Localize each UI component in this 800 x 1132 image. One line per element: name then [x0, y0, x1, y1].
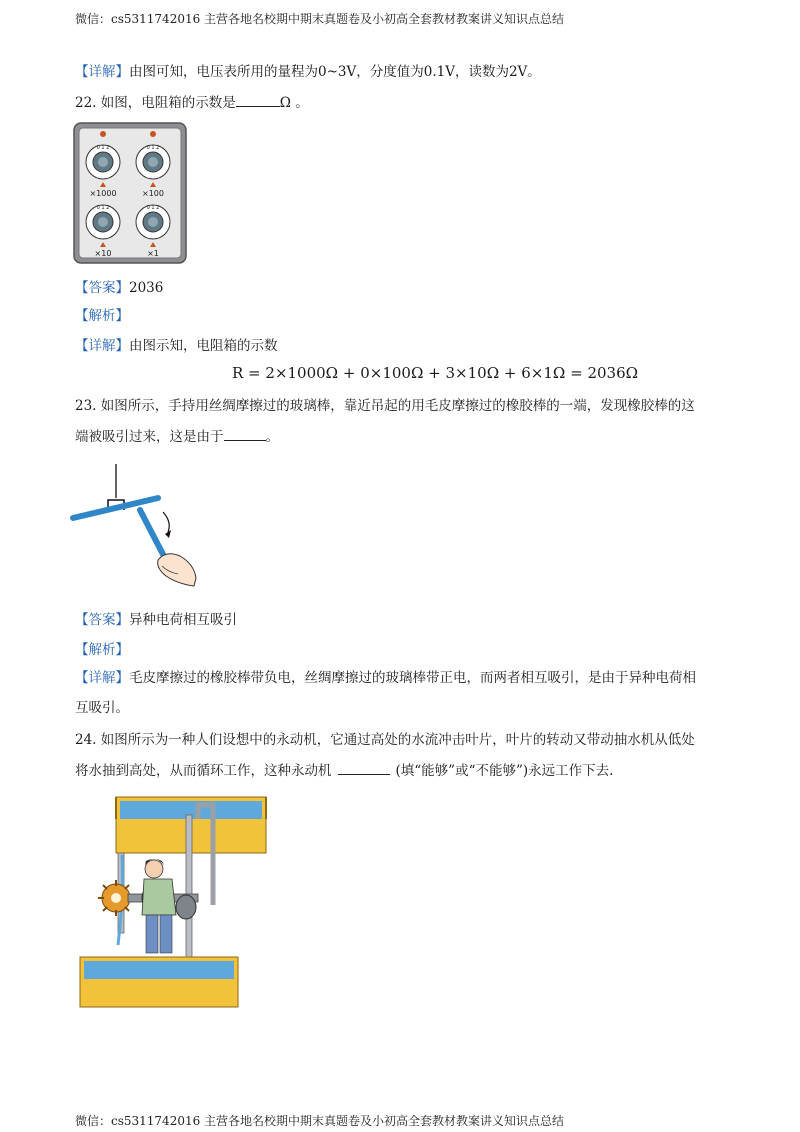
analysis-line-q22 [75, 306, 129, 326]
answer-tag: 【答案】 [75, 280, 129, 296]
svg-text:0 1 2: 0 1 2 [146, 205, 160, 211]
dial-multiplier-label: ×100 [142, 189, 164, 198]
resistance-box-figure [73, 122, 187, 264]
detail-tag: 【详解】 [75, 338, 129, 354]
detail-line-q22 [75, 336, 278, 356]
resistance-formula: R = 2×1000Ω + 0×100Ω + 3×10Ω + 6×1Ω = 2036Ω [232, 364, 639, 382]
answer-line-q23 [75, 610, 237, 630]
question-23-line2 [75, 426, 279, 447]
question-23-text: 端被吸引过来，这是由于 [75, 429, 224, 445]
detail-text: 由图可知，电压表所用的量程为0~3V，分度值为0.1V，读数为2V。 [129, 64, 541, 80]
svg-text:0 1 2: 0 1 2 [96, 205, 110, 211]
answer-blank [224, 426, 266, 441]
detail-tag: 【详解】 [75, 670, 129, 686]
dial-multiplier-label: ×10 [94, 249, 112, 258]
perpetual-motion-figure [78, 795, 268, 1010]
answer-blank [338, 760, 390, 775]
question-22 [75, 92, 309, 113]
svg-text:0 1 2: 0 1 2 [96, 145, 110, 151]
answer-blank [236, 92, 280, 107]
question-24-line1: 24. 如图所示为一种人们设想中的永动机，它通过高处的水流冲击叶片，叶片的转动又带动抽水机从低处 [75, 732, 695, 748]
detail-tag: 【详解】 [75, 64, 129, 80]
page-footer: 微信：cs5311742016 主营各地名校期中期末真题卷及小初高全套教材教案讲义知识点总结 [75, 1114, 565, 1128]
detail-line-q23 [75, 668, 696, 688]
charged-rods-figure [70, 460, 205, 590]
answer-text: 异种电荷相互吸引 [129, 612, 237, 628]
detail-line-q23-cont: 互吸引。 [75, 700, 129, 716]
question-23-line1: 23. 如图所示，手持用丝绸摩擦过的玻璃棒，靠近吊起的用毛皮摩擦过的橡胶棒的一端，发现橡胶棒的这 [75, 398, 695, 414]
analysis-tag: 【解析】 [75, 642, 129, 658]
question-24-line2 [75, 760, 613, 781]
analysis-line-q23 [75, 640, 129, 660]
page-header: 微信：cs5311742016 主营各地名校期中期末真题卷及小初高全套教材教案讲义知识点总结 [75, 12, 565, 26]
question-22-unit: Ω 。 [279, 95, 309, 111]
detail-line-q21 [75, 62, 541, 82]
answer-tag: 【答案】 [75, 612, 129, 628]
question-24-end: (填“能够”或“不能够”)永远工作下去. [395, 763, 614, 779]
dial-multiplier-label: ×1 [147, 249, 159, 258]
detail-text: 毛皮摩擦过的橡胶棒带负电，丝绸摩擦过的玻璃棒带正电，而两者相互吸引，是由于异种电荷相 [129, 670, 696, 686]
analysis-tag: 【解析】 [75, 308, 129, 324]
question-22-text: 22. 如图，电阻箱的示数是 [75, 95, 236, 111]
svg-text:0 1 2: 0 1 2 [146, 145, 160, 151]
dial-multiplier-label: ×1000 [89, 189, 117, 198]
detail-text: 由图示知，电阻箱的示数 [129, 338, 278, 354]
question-24-text: 将水抽到高处，从而循环工作，这种永动机 [75, 763, 332, 779]
answer-text: 2036 [129, 280, 164, 296]
question-23-end: 。 [265, 429, 279, 445]
answer-line-q22 [75, 278, 163, 298]
